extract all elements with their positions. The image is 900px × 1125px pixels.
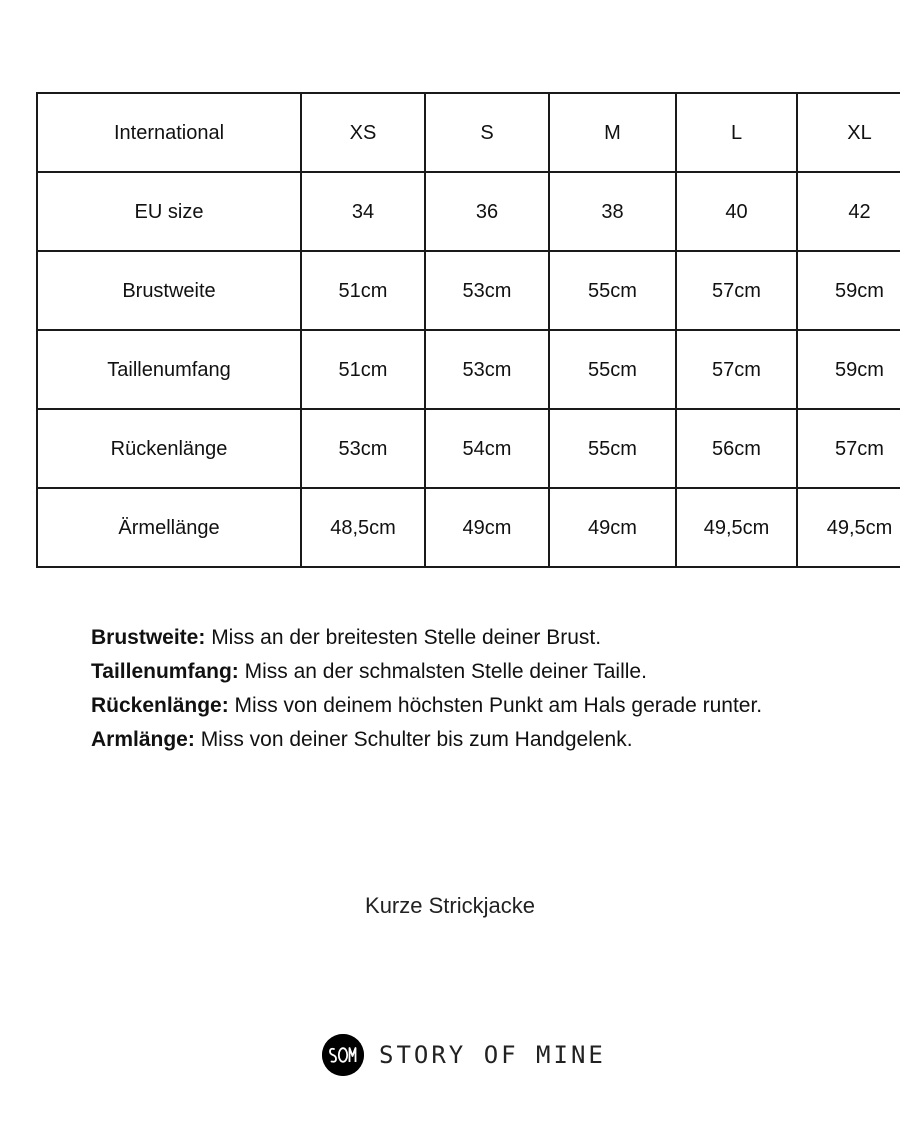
table-cell: 34	[301, 172, 425, 251]
note-line	[91, 689, 809, 723]
table-cell: 40	[676, 172, 797, 251]
note-term: Brustweite:	[91, 626, 206, 649]
note-text: Miss von deinem höchsten Punkt am Hals gerade runter.	[228, 694, 763, 717]
table-cell: 49cm	[549, 488, 676, 567]
table-cell: 55cm	[549, 330, 676, 409]
table-cell: 56cm	[676, 409, 797, 488]
table-row	[37, 330, 900, 409]
note-term: Armlänge:	[91, 728, 195, 751]
note-term: Taillenumfang:	[91, 660, 239, 683]
table-row	[37, 172, 900, 251]
table-cell: 53cm	[425, 251, 549, 330]
table-cell: 42	[797, 172, 900, 251]
brand-name: STORY OF MINE	[379, 1041, 606, 1069]
size-chart-table	[36, 92, 900, 568]
note-term: Rückenlänge:	[91, 694, 229, 717]
table-cell: 51cm	[301, 330, 425, 409]
table-cell: 55cm	[549, 409, 676, 488]
brand-logo-lockup	[322, 1033, 606, 1077]
table-cell: 51cm	[301, 251, 425, 330]
table-cell: 57cm	[676, 330, 797, 409]
table-cell: 57cm	[797, 409, 900, 488]
table-row-label: Rückenlänge	[37, 409, 301, 488]
table-cell: 48,5cm	[301, 488, 425, 567]
note-text: Miss an der schmalsten Stelle deiner Taille.	[238, 660, 647, 683]
table-cell: 55cm	[549, 251, 676, 330]
table-row-label: Ärmellänge	[37, 488, 301, 567]
table-header-cell: M	[549, 93, 676, 172]
table-cell: 57cm	[676, 251, 797, 330]
som-monogram-icon	[322, 1034, 364, 1076]
note-line	[91, 621, 809, 655]
product-name: Kurze Strickjacke	[365, 893, 535, 918]
table-row-label: EU size	[37, 172, 301, 251]
table-cell: 59cm	[797, 251, 900, 330]
note-text: Miss an der breitesten Stelle deiner Brust.	[205, 626, 602, 649]
note-text: Miss von deiner Schulter bis zum Handgelenk.	[194, 728, 633, 751]
table-cell: 49cm	[425, 488, 549, 567]
table-cell: 59cm	[797, 330, 900, 409]
table-cell: 54cm	[425, 409, 549, 488]
table-row	[37, 409, 900, 488]
table-cell: 53cm	[425, 330, 549, 409]
table-header-cell: XS	[301, 93, 425, 172]
table-row	[37, 251, 900, 330]
table-header-cell: International	[37, 93, 301, 172]
table-row-label: Brustweite	[37, 251, 301, 330]
table-header-cell: S	[425, 93, 549, 172]
table-header-cell: L	[676, 93, 797, 172]
note-line	[91, 723, 809, 757]
table-cell: 53cm	[301, 409, 425, 488]
table-row-label: Taillenumfang	[37, 330, 301, 409]
table-cell: 49,5cm	[676, 488, 797, 567]
table-cell: 38	[549, 172, 676, 251]
table-header-row	[37, 93, 900, 172]
table-header-cell: XL	[797, 93, 900, 172]
note-line	[91, 655, 809, 689]
table-row	[37, 488, 900, 567]
table-cell: 36	[425, 172, 549, 251]
som-logo-icon	[322, 1034, 364, 1076]
measurement-notes	[91, 621, 809, 757]
table-cell: 49,5cm	[797, 488, 900, 567]
